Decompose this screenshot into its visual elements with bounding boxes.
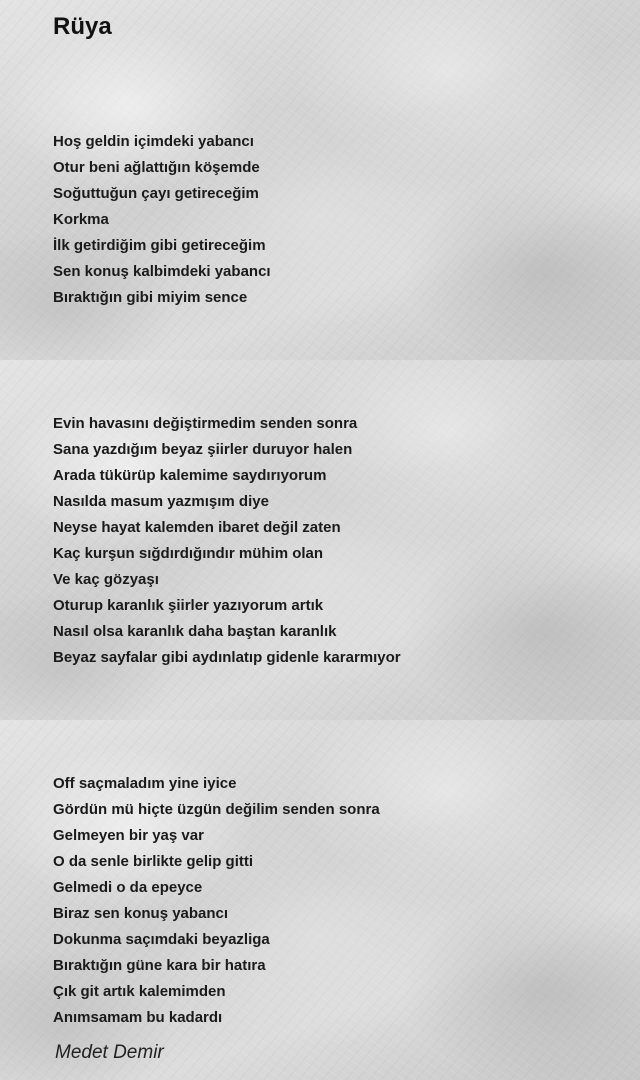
stanza-2 <box>53 411 401 671</box>
poem-author: Medet Demir <box>55 1042 164 1063</box>
poem-title: Rüya <box>53 13 112 40</box>
poem-line: Bıraktığın gibi miyim sence <box>53 289 248 306</box>
poem-line: Neyse hayat kalemden ibaret değil zaten <box>53 519 341 536</box>
poem-line: Sen konuş kalbimdeki yabancı <box>53 263 271 280</box>
poem-panel-1 <box>0 0 640 360</box>
poem-line: Otur beni ağlattığın köşemde <box>53 159 260 176</box>
poem-line: Kaç kurşun sığdırdığındır mühim olan <box>53 545 324 562</box>
poem-line: Hoş geldin içimdeki yabancı <box>53 133 254 150</box>
poem-panel-3 <box>0 720 640 1080</box>
poem-line: Off saçmaladım yine iyice <box>53 775 237 792</box>
poem-line: Nasılda masum yazmışım diye <box>53 493 269 510</box>
poem-line: Soğuttuğun çayı getireceğim <box>53 185 259 202</box>
poem-line: Bıraktığın güne kara bir hatıra <box>53 957 266 974</box>
poem-line: Biraz sen konuş yabancı <box>53 905 229 922</box>
poem-line: Evin havasını değiştirmedim senden sonra <box>53 415 358 432</box>
poem-line: Ve kaç gözyaşı <box>53 571 159 588</box>
poem-line: Oturup karanlık şiirler yazıyorum artık <box>53 597 324 614</box>
poem-line: Nasıl olsa karanlık daha baştan karanlık <box>53 623 337 640</box>
poem-line: İlk getirdiğim gibi getireceğim <box>53 237 266 254</box>
poem-panel-2 <box>0 360 640 720</box>
poem-line: Sana yazdığım beyaz şiirler duruyor halen <box>53 441 353 458</box>
stanza-1 <box>53 129 271 311</box>
poem-line: Korkma <box>53 211 109 228</box>
stanza-3 <box>53 771 380 1031</box>
poem-line: Beyaz sayfalar gibi aydınlatıp gidenle kararmıyor <box>53 649 401 666</box>
poem-line: O da senle birlikte gelip gitti <box>53 853 254 870</box>
poem-line: Çık git artık kalemimden <box>53 983 226 1000</box>
poem-line: Gördün mü hiçte üzgün değilim senden sonra <box>53 801 380 818</box>
poem-line: Dokunma saçımdaki beyazliga <box>53 931 270 948</box>
poem-line: Anımsamam bu kadardı <box>53 1009 223 1026</box>
poem-line: Gelmedi o da epeyce <box>53 879 203 896</box>
poem-line: Arada tükürüp kalemime saydırıyorum <box>53 467 327 484</box>
poem-line: Gelmeyen bir yaş var <box>53 827 204 844</box>
